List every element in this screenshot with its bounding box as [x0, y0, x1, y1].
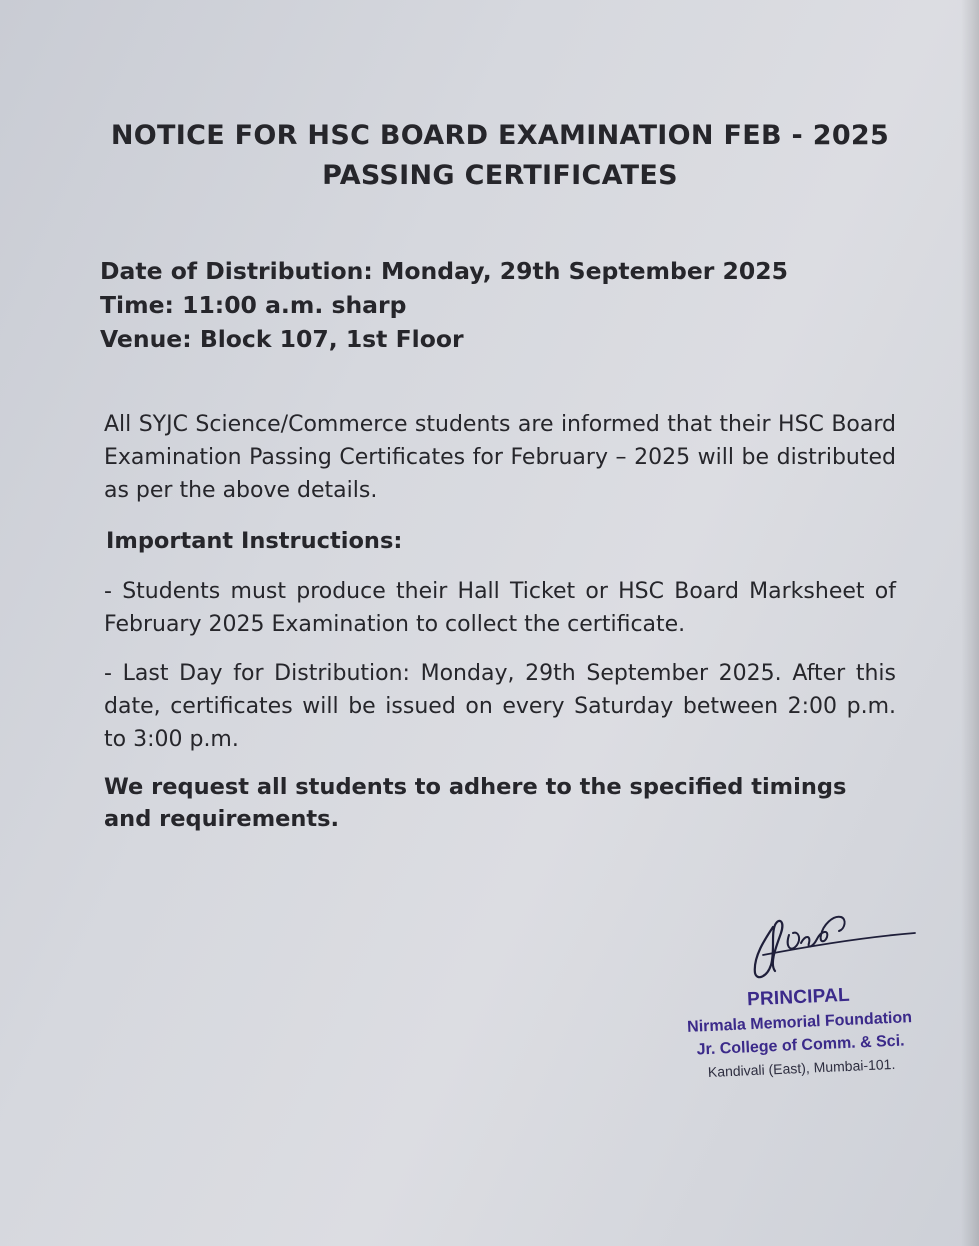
instructions-heading: Important Instructions: — [106, 528, 403, 554]
principal-signature — [745, 905, 920, 985]
notice-title — [90, 116, 910, 196]
instruction-last-day: - Last Day for Distribution: Monday, 29th September 2025. After this date, certificates will be issued on every Saturday between 2:00 p.m. to 3:00 p.m. — [104, 661, 896, 752]
principal-stamp — [658, 979, 942, 1085]
closing-request: We request all students to adhere to the specified timings and requirements. — [104, 774, 847, 832]
distribution-time: Time: 11:00 a.m. sharp — [100, 291, 407, 319]
stamp-title: PRINCIPAL — [746, 984, 851, 1011]
intro-paragraph: All SYJC Science/Commerce students are informed that their HSC Board Examination Passing Certificates for February – 2025 will be distributed as per the above details. — [104, 412, 896, 503]
stamp-institution: Nirmala Memorial Foundation — [686, 1009, 913, 1036]
page-edge-shadow — [961, 0, 979, 1246]
distribution-details — [100, 254, 788, 356]
instruction-hall-ticket: - Students must produce their Hall Ticket or HSC Board Marksheet of February 2025 Examination to collect the certificate. — [104, 579, 896, 637]
date-of-distribution: Date of Distribution: Monday, 29th September 2025 — [100, 257, 788, 285]
notice-title-line-2: PASSING CERTIFICATES — [322, 160, 678, 191]
notice-title-line-1: NOTICE FOR HSC BOARD EXAMINATION FEB - 2025 — [110, 120, 890, 151]
stamp-college: Jr. College of Comm. & Sci. — [696, 1032, 905, 1059]
distribution-venue: Venue: Block 107, 1st Floor — [100, 325, 464, 353]
stamp-address: Kandivali (East), Mumbai-101. — [707, 1055, 896, 1081]
